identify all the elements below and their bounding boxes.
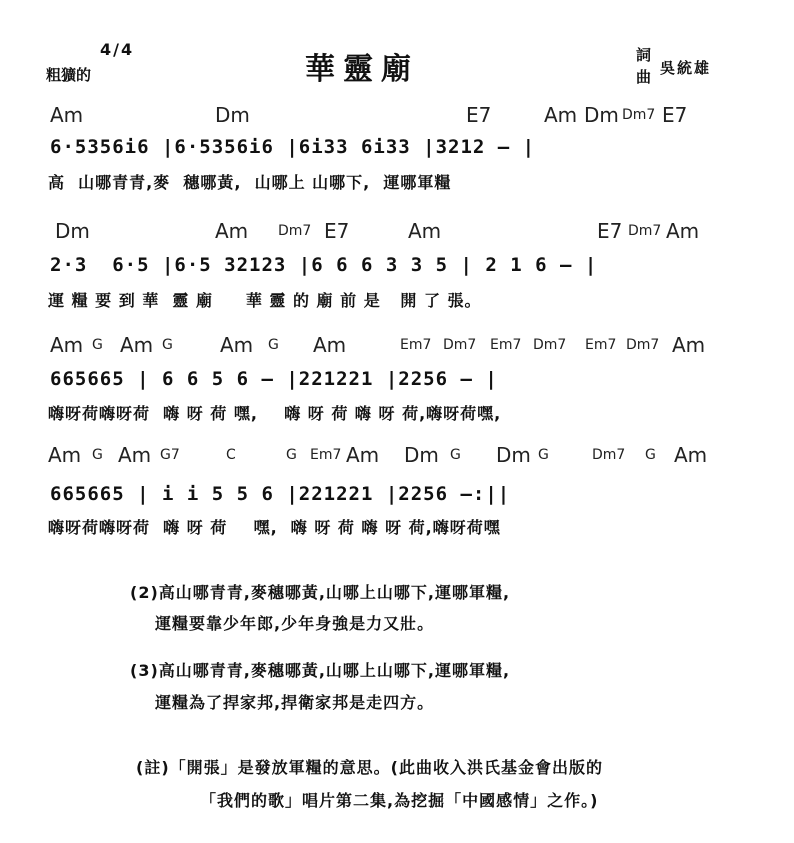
chord: Am xyxy=(50,103,84,127)
chord: Am xyxy=(346,443,380,467)
verse-2-line-2: 運糧要靠少年郎,少年身強是力又壯。 xyxy=(155,614,435,633)
chord: Dm7 xyxy=(622,107,656,123)
chord: G xyxy=(92,447,103,463)
chord: Em7 xyxy=(585,337,617,353)
chord: G xyxy=(538,447,549,463)
chord: Am xyxy=(666,219,700,243)
chord: Am xyxy=(544,103,578,127)
footnote-line-1: (註)「開張」是發放軍糧的意思。(此曲收入洪氏基金會出版的 xyxy=(136,758,603,777)
chord: Am xyxy=(50,333,84,357)
lyricist-label: 詞 xyxy=(636,46,652,64)
tempo-marking: 粗獷的 xyxy=(46,66,92,84)
notation-line: 6·5356i6 |6·5356i6 |6i33 6i33 |3212 — | xyxy=(50,136,536,158)
chord: Dm7 xyxy=(626,337,660,353)
chord: Dm xyxy=(496,443,531,467)
composer-label: 曲 xyxy=(636,68,652,86)
chord: Dm7 xyxy=(443,337,477,353)
lyrics-line: 高 山哪青青,麥 穗哪黃, 山哪上 山哪下, 運哪軍糧 xyxy=(48,173,452,192)
chord: Dm xyxy=(215,103,250,127)
chord: Am xyxy=(48,443,82,467)
chord: Em7 xyxy=(310,447,342,463)
chord: Am xyxy=(674,443,708,467)
notation-line: 2·3 6·5 |6·5 32123 |6 6 6 3 3 5 | 2 1 6 — | xyxy=(50,254,598,276)
chord: Dm7 xyxy=(278,223,312,239)
chord: G xyxy=(450,447,461,463)
chord: Dm7 xyxy=(628,223,662,239)
chord: E7 xyxy=(324,219,350,243)
chord: Dm xyxy=(584,103,619,127)
chord: G xyxy=(268,337,279,353)
chord: G xyxy=(645,447,656,463)
chord: Dm xyxy=(404,443,439,467)
chord: Am xyxy=(672,333,706,357)
notation-line: 665665 | 6 6 5 6 — |221221 |2256 — | xyxy=(50,368,498,390)
lyrics-line: 運 糧 要 到 華 靈 廟 華 靈 的 廟 前 是 開 了 張。 xyxy=(48,291,482,310)
chord-row xyxy=(0,443,794,467)
verse-3-line-2: 運糧為了捍家邦,捍衛家邦是走四方。 xyxy=(155,693,435,712)
chord: Dm7 xyxy=(592,447,626,463)
verse-3-line-1: (3)高山哪青青,麥穗哪黃,山哪上山哪下,運哪軍糧, xyxy=(130,661,511,680)
lyrics-line: 嗨呀荷嗨呀荷 嗨 呀 荷 嘿, 嗨 呀 荷 嗨 呀 荷,嗨呀荷嘿, xyxy=(48,404,502,423)
chord: E7 xyxy=(466,103,492,127)
chord: G7 xyxy=(160,447,180,463)
chord: Em7 xyxy=(400,337,432,353)
notation-line: 665665 | i i 5 5 6 |221221 |2256 —:|| xyxy=(50,483,511,505)
chord: Am xyxy=(313,333,347,357)
verse-2-line-1: (2)高山哪青青,麥穗哪黃,山哪上山哪下,運哪軍糧, xyxy=(130,583,511,602)
lyrics-line: 嗨呀荷嗨呀荷 嗨 呀 荷 嘿, 嗨 呀 荷 嗨 呀 荷,嗨呀荷嘿 xyxy=(48,518,501,537)
chord: Am xyxy=(215,219,249,243)
footnote-line-2: 「我們的歌」唱片第二集,為挖掘「中國感情」之作。) xyxy=(200,791,599,810)
chord: Dm7 xyxy=(533,337,567,353)
composer-name: 吳統雄 xyxy=(660,59,712,77)
time-signature: 4/4 xyxy=(100,40,135,59)
chord: C xyxy=(226,447,236,463)
song-title: 華靈廟 xyxy=(305,52,419,87)
chord: G xyxy=(162,337,173,353)
chord: Am xyxy=(120,333,154,357)
chord: Em7 xyxy=(490,337,522,353)
chord: Am xyxy=(118,443,152,467)
chord: E7 xyxy=(597,219,623,243)
chord: Dm xyxy=(55,219,90,243)
chord: E7 xyxy=(662,103,688,127)
chord-row xyxy=(0,103,794,127)
chord-row xyxy=(0,333,794,357)
chord: Am xyxy=(408,219,442,243)
chord-row xyxy=(0,219,794,243)
chord: G xyxy=(92,337,103,353)
chord: Am xyxy=(220,333,254,357)
chord: G xyxy=(286,447,297,463)
